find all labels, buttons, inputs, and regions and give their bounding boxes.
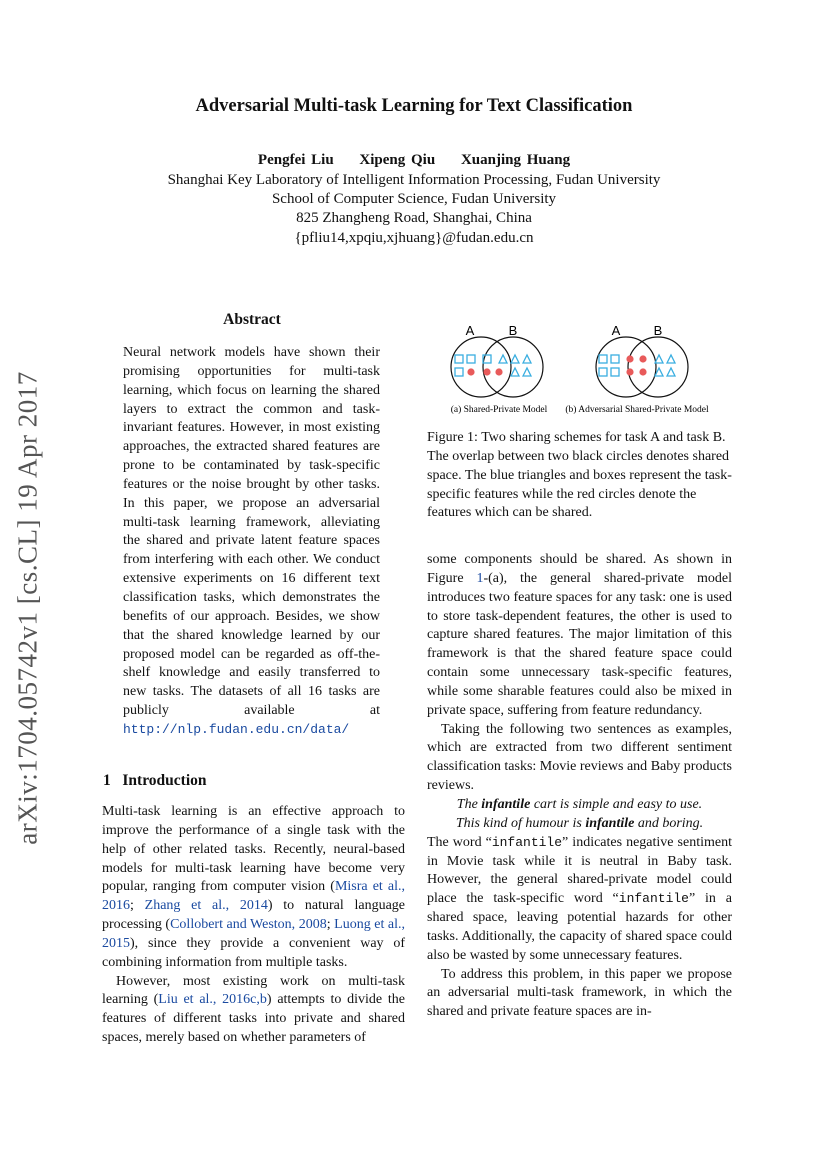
paragraph: Taking the following two sentences as examples, which are extracted from two different sentiment classification tasks: Movie reviews and Baby products reviews. [427,721,732,794]
section-number: 1 [103,772,111,789]
author-name: Xuanjing Huang [460,152,571,168]
triangle-icon [667,355,675,363]
shared-feature-circle [626,355,633,362]
citation-link[interactable]: Misra et al., 2016 [102,879,405,914]
abstract-text: Neural network models have shown their promising opportunities for multi-task learning, which focus on learning the shared layers to extract the common and task-invariant features. However, in most existing approaches, the extracted shared features are prone to be contaminated by task-specific features or the noise brought by other tasks. In this paper, we propose an adversarial multi-task learning framework, alleviating the shared and private latent feature spaces from interfering with each other. We conduct extensive experiments on 16 different text classification tasks, which demonstrates the benefits of our approach. Besides, we show that the shared knowledge learned by our proposed model can be regarded as off-the-shelf knowledge and easily transferred to new tasks. The datasets of all 16 tasks are publicly available at [123,345,380,719]
abstract-heading: Abstract [223,311,281,328]
triangle-icon [511,355,519,363]
abstract-body [123,344,380,740]
figure-1-caption: Figure 1: Two sharing schemes for task A and task B. The overlap between two black circles denotes shared space. The blue triangles and boxes represent the task-specific features while the red circles denote the features which can be shared. [427,430,732,521]
citation-link[interactable]: Zhang et al., 2014 [144,898,268,914]
citation-link[interactable]: Collobert and Weston, 2008 [170,917,327,933]
affiliation-line: Shanghai Key Laboratory of Intelligent Information Processing, Fudan University [167,172,661,188]
triangle-icon [523,368,531,376]
paper-title: Adversarial Multi-task Learning for Text Classification [195,96,633,116]
triangle-icon [667,368,675,376]
shared-feature-circle [483,368,490,375]
affiliation-line: 825 Zhangheng Road, Shanghai, China [296,210,532,226]
paragraph: The word “infantile” indicates negative sentiment in Movie task while it is neutral in Baby task. However, the general shared-private model could place the task-specific word “infantile” in a shared space, leaving potential hazards for other tasks. Additionally, the capacity of shared space could also be wasted by some unnecessary features. [427,834,732,963]
example-sentence: This kind of humour is infantile and boring. [455,815,704,831]
shared-feature-circle [495,368,502,375]
shared-feature-circle [467,368,474,375]
section-title: Introduction [122,772,207,789]
box-icon [599,368,607,376]
subfigure-a-caption: (a) Shared-Private Model [450,405,548,415]
box-icon [611,368,619,376]
arxiv-watermark [8,365,48,850]
intro-body [102,803,405,1048]
shared-feature-circle [626,368,633,375]
example-sentence: The infantile cart is simple and easy to use. [456,796,703,812]
figure-1 [427,318,732,418]
figure-1-diagram [427,318,732,418]
shared-feature-circle [639,368,646,375]
paragraph: Multi-task learning is an effective approach to improve the performance of a single task with the help of other related tasks. Recently, neural-based models for multi-task learning have become very popular, ranging from computer vision (Misra et al., 2016; Zhang et al., 2014) to natural language processing (Collobert and Weston, 2008; Luong et al., 2015), since they provide a convenient way of combining information from multiple tasks. [102,804,406,970]
set-b-label: B [508,323,518,338]
paragraph: To address this problem, in this paper we propose an adversarial multi-task framework, in which the shared and private feature spaces are in- [427,966,732,1020]
author-list [0,152,828,169]
task-a-circle [596,337,656,397]
box-icon [467,355,475,363]
paragraph: some components should be shared. As shown in Figure 1-(a), the general shared-private model introduces two feature spaces for any task: one is used to store task-dependent features, the other is used to capture shared features. The major limitation of this framework is that the shared feature space could contain some unnecessary task-specific features, while some sharable features could also be mixed in private space, suffering from feature redundancy. [427,552,732,718]
box-icon [599,355,607,363]
triangle-icon [511,368,519,376]
triangle-icon [655,355,663,363]
task-a-circle [451,337,511,397]
set-b-label: B [653,323,663,338]
task-b-circle [628,337,688,397]
affiliation-line: School of Computer Science, Fudan University [271,191,557,207]
dataset-url-link[interactable]: http://nlp.fudan.edu.cn/data/ [123,721,350,737]
right-column-body [427,551,732,1022]
author-email: {pfliu14,xpqiu,xjhuang}@fudan.edu.cn [294,230,534,246]
box-icon [611,355,619,363]
task-b-circle [483,337,543,397]
triangle-icon [523,355,531,363]
set-a-label: A [611,323,621,338]
citation-link[interactable]: Liu et al., 2016c,b [158,992,267,1008]
paragraph: However, most existing work on multi-task learning (Liu et al., 2016c,b) attempts to divide the features of different tasks into private and shared spaces, merely based on whether parameters of [102,973,405,1046]
triangle-icon [499,355,507,363]
box-icon [455,355,463,363]
subfigure-b-caption: (b) Adversarial Shared-Private Model [565,405,709,415]
box-icon [455,368,463,376]
shared-feature-circle [639,355,646,362]
set-a-label: A [465,323,475,338]
author-name: Xipeng Qiu [359,152,436,168]
arxiv-watermark-text: arXiv:1704.05742v1 [cs.CL] 19 Apr 2017 [12,370,43,845]
citation-link[interactable]: Luong et al., 2015 [102,917,405,951]
figure-ref-link[interactable]: 1 [476,570,484,586]
intro-heading [103,772,207,790]
author-name: Pengfei Liu [257,152,334,168]
